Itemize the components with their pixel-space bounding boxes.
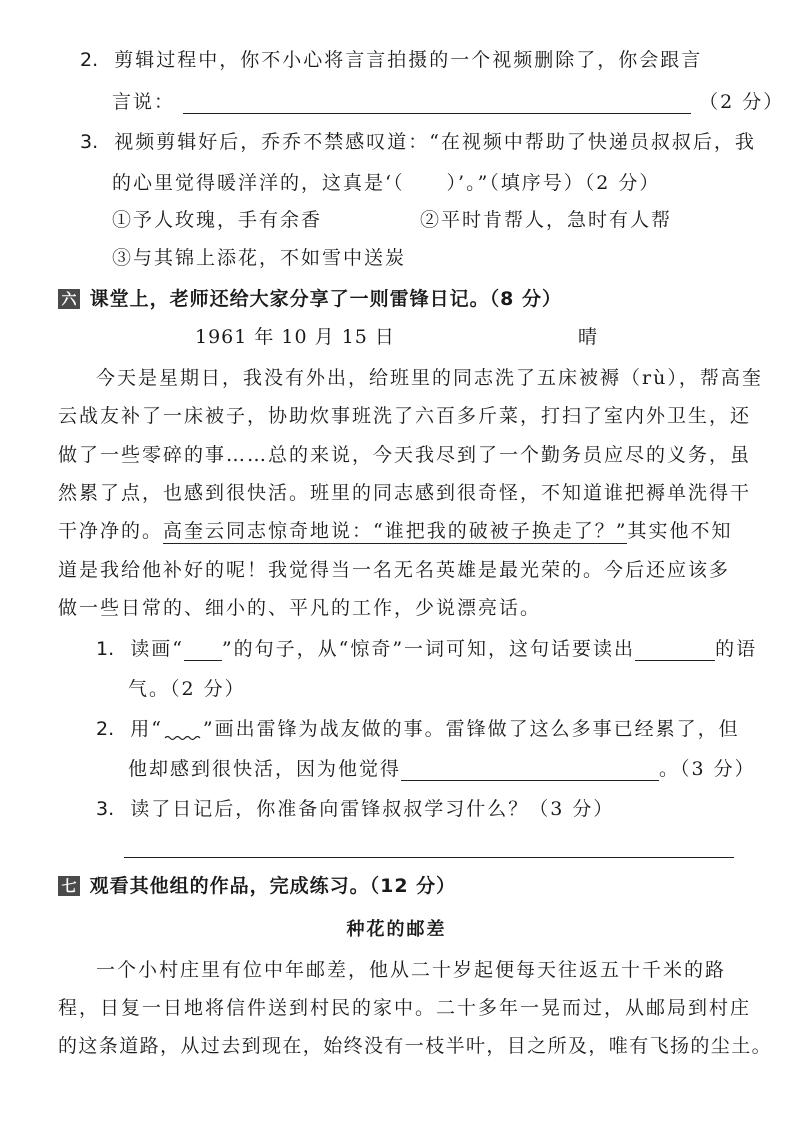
answer-blank[interactable] xyxy=(635,640,715,661)
section-7-heading xyxy=(58,874,456,898)
diary-line: 做一些日常的、细小的、平凡的工作，少说漂亮话。 xyxy=(58,597,542,619)
question-number: 3. xyxy=(96,798,115,820)
question-2-answer-row xyxy=(112,90,784,114)
diary-weather: 晴 xyxy=(578,326,600,348)
question-text: 读画“ xyxy=(130,638,184,660)
question-number: 3. xyxy=(80,131,99,153)
section-title: 观看其他组的作品，完成练习。（12 分） xyxy=(89,875,457,897)
section-6-question-2 xyxy=(96,717,740,741)
answer-line[interactable] xyxy=(124,857,734,858)
question-text: 读了日记后，你准备向雷锋叔叔学习什么？（3 分） xyxy=(130,798,615,820)
diary-line: 云战友补了一床被子，协助炊事班洗了六百多斤菜，打扫了室内外卫生，还 xyxy=(58,405,752,427)
diary-date: 1961 年 10 月 15 日 xyxy=(195,326,395,348)
question-text: 剪辑过程中，你不小心将言言拍摄的一个视频删除了，你会跟言 xyxy=(114,49,703,71)
question-number: 2. xyxy=(96,718,115,740)
diary-line: 道是我给他补好的呢！我觉得当一名无名英雄是最光荣的。今后还应该多 xyxy=(58,559,731,581)
option-1: ①予人玫瑰，手有余香 xyxy=(112,209,323,231)
diary-text: 其实他不知 xyxy=(627,520,733,542)
section-6-question-2-line2 xyxy=(128,757,756,781)
section-badge: 六 xyxy=(58,289,80,309)
question-3 xyxy=(80,130,756,154)
story-title: 种花的邮差 xyxy=(346,919,447,940)
diary-line: 然累了点，也感到很快活。班里的同志感到很奇怪，不知道谁把褥单洗得干 xyxy=(58,482,752,504)
wavy-line-sample xyxy=(163,721,203,741)
diary-line: 今天是星期日，我没有外出，给班里的同志洗了五床被褥（rù），帮高奎 xyxy=(96,367,763,389)
question-text: 用“ xyxy=(130,718,163,740)
question-text: 的语 xyxy=(715,638,758,660)
question-text: 。（3 分） xyxy=(659,758,756,780)
points-label: （2 分） xyxy=(699,91,785,113)
question-2 xyxy=(80,48,702,72)
story-line: 一个小村庄里有位中年邮差，他从二十岁起便每天往返五十千米的路 xyxy=(96,959,727,981)
question-text: ”画出雷锋为战友做的事。雷锋做了这么多事已经累了，但 xyxy=(202,718,740,740)
diary-text: 干净净的。 xyxy=(58,520,164,542)
option-3: ③与其锦上添花，不如雪中送炭 xyxy=(112,247,407,269)
question-number: 1. xyxy=(96,638,115,660)
section-6-question-1 xyxy=(96,637,757,661)
straight-line-sample xyxy=(184,640,222,661)
question-text: 视频剪辑好后，乔乔不禁感叹道：“在视频中帮助了快递员叔叔后，我 xyxy=(114,131,756,153)
section-title: 课堂上，老师还给大家分享了一则雷锋日记。（8 分） xyxy=(89,288,562,310)
option-2: ②平时肯帮人，急时有人帮 xyxy=(420,209,673,231)
section-6-heading xyxy=(58,287,562,311)
story-line: 程，日复一日地将信件送到村民的家中。二十多年一晃而过，从邮局到村庄 xyxy=(58,997,752,1019)
section-6-question-3 xyxy=(96,797,614,821)
section-6-question-1-line2: 气。（2 分） xyxy=(128,678,246,700)
question-number: 2. xyxy=(80,49,99,71)
section-badge: 七 xyxy=(58,876,80,896)
diary-line: 做了一些零碎的事……总的来说，今天我尽到了一个勤务员应尽的义务，虽 xyxy=(58,444,752,466)
story-line: 的这条道路，从过去到现在，始终没有一枝半叶，目之所及，唯有飞扬的尘土。 xyxy=(58,1035,773,1057)
question-text: ”的句子，从“惊奇”一词可知，这句话要读出 xyxy=(221,638,636,660)
answer-prefix: 言说： xyxy=(112,91,176,113)
underlined-sentence: 高奎云同志惊奇地说：“谁把我的破被子换走了？” xyxy=(163,520,628,542)
answer-blank[interactable] xyxy=(183,93,691,114)
question-3-line2: 的心里觉得暖洋洋的，这真是‘（ ）’。”（填序号）（2 分） xyxy=(112,172,661,194)
answer-blank[interactable] xyxy=(401,760,659,781)
diary-line xyxy=(58,519,732,543)
question-text: 他却感到很快活，因为他觉得 xyxy=(128,758,402,780)
